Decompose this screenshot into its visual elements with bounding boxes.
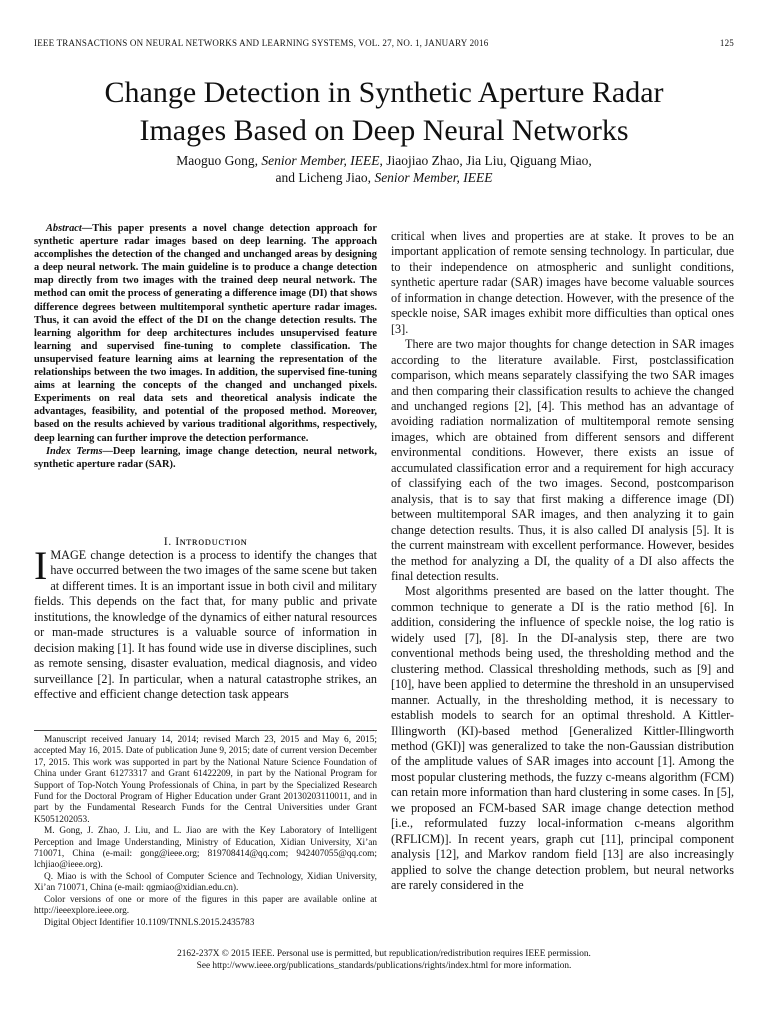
right-paragraph-3: Most algorithms presented are based on the latter thought. The common technique to generate a DI is the ratio method [6]. In addition, considering the influence of speckle noise, the log ratio is widely used [7], [8]. In the DI-analysis step, there are two conventional methods being used, the thresholding method and the clustering method. Classical thresholding methods, such as [9] and [10], have been applied to determine the threshold in an unsupervised manner. Actually, in the thresholding method, it is necessary to establish models to search for an optimal threshold. A Kittler-Illingworth (KI)-based method [Generalized Kittler-Illingworth method (GKI)] was generalized to take the non-Gaussian distribution of the amplitude values of SAR images into account [1]. Among the most popular clustering methods, the fuzzy c-means algorithm (FCM) can retain more information than hard clustering in some cases. In [5], we proposed an FCM-based SAR image change detection method [i.e., reformulated fuzzy local-information c-means algorithm (RFLICM)]. In recent years, graph cut [11], principal component analysis [12], and Markov random field [13] are also increasingly applied to solve the change detection problem, but neural networks are rarely considered in the <box>391 584 734 893</box>
intro-paragraph <box>34 543 377 703</box>
author-line-1 <box>60 152 708 169</box>
drop-cap: I <box>34 543 48 588</box>
author-gong: Maoguo Gong, <box>176 153 262 168</box>
section-heading-introduction: I. Iɴᴛʀᴏᴅᴜᴄᴛɪᴏɴ <box>163 534 248 548</box>
introduction-text <box>34 543 377 703</box>
author-role: Senior Member, IEEE <box>261 153 380 168</box>
title-line-2: Images Based on Deep Neural Networks <box>139 114 629 147</box>
abstract <box>34 222 377 471</box>
footnote-affiliation-2: Q. Miao is with the School of Computer Science and Technology, Xidian University, Xi’an 710071, China (e-mail: qgmiao@xidian.edu.cn). <box>34 871 377 894</box>
title-line-1: Change Detection in Synthetic Aperture Radar <box>104 76 664 109</box>
author-role: Senior Member, IEEE <box>374 170 493 185</box>
abstract-text: This paper presents a novel change detection approach for synthetic aperture radar images based on deep learning. The approach accomplishes the detection of the changed and unchanged areas by designing a deep neural network. The main guideline is to produce a change detection map directly from two images with the trained deep neural network. The method can omit the process of generating a difference image (DI) that shows difference degrees between multitemporal synthetic aperture radar images. Thus, it can avoid the effect of the DI on the change detection results. The learning algorithm for deep architectures includes unsupervised feature learning and supervised fine-tuning to complete classification. The unsupervised feature learning aims at learning the representation of the relationships between the two images. In addition, the supervised fine-tuning aims at learning the concepts of the changed and unchanged pixels. Experiments on real data sets and theoretical analysis indicate the advantages, feasibility, and potential of the proposed method. Moreover, based on the results achieved by various traditional algorithms, respectively, deep learning can further improve the detection performance. <box>34 223 377 444</box>
author-names: , Jiaojiao Zhao, Jia Liu, Qiguang Miao, <box>379 153 592 168</box>
footnote-manuscript: Manuscript received January 14, 2014; revised March 23, 2015 and May 6, 2015; accepted May 16, 2015. Date of publication June 9, 2015; date of current version December 17, 2015. This work was supported in part by the National Nature Science Foundation of China under Grant 61273317 and Grant 61422209, in part by the National Program for Support of Top-Notch Young Professionals of China, in part by the Specialized Research Fund for the Doctoral Program of Higher Education under Grant 20130203110011, and in part by the Fundamental Research Funds for the Central Universities under Grant K5051202053. <box>34 735 377 825</box>
author-line-2 <box>60 169 708 186</box>
footnotes <box>34 735 377 929</box>
author-jiao: and Licheng Jiao, <box>275 170 375 185</box>
right-paragraph-2: There are two major thoughts for change detection in SAR images according to the literature available. First, postclassification comparison, which means separately classifying the two SAR images and then comparing their classification results to achieve the changed and unchanged regions [2], [4]. This method has an advantage of avoiding radiation normalization of multitemporal remote sensing images, which are obtained from different sensors and different environmental conditions. However, there exists an issue of accumulated classification error and a requirement for high accuracy of classifying each of the two images. Second, postcomparison analysis, that is to say that first making a difference image (DI) between multitemporal SAR images, and then analyzing it to gain change detection results. Thus, it is also called DI analysis [5]. It is the current mainstream with excellent performance. However, besides the method for analyzing a DI, the quality of a DI also affects the final detection results. <box>391 337 734 583</box>
index-terms <box>34 445 377 471</box>
index-terms-label: Index Terms <box>46 445 103 457</box>
paper-title <box>60 74 708 150</box>
copyright-line-1: 2162-237X © 2015 IEEE. Personal use is permitted, but republication/redistribution requires IEEE permission. <box>177 949 591 959</box>
journal-name: IEEE TRANSACTIONS ON NEURAL NETWORKS AND LEARNING SYSTEMS, VOL. 27, NO. 1, JANUARY 2016 <box>34 38 489 48</box>
abstract-dash: — <box>81 223 93 234</box>
index-terms-text: Deep learning, image change detection, neural network, synthetic aperture radar (SAR). <box>34 445 377 470</box>
author-list <box>60 152 708 186</box>
abstract-paragraph <box>34 222 377 445</box>
index-terms-dash: — <box>102 445 113 457</box>
footnote-affiliation-1: M. Gong, J. Zhao, J. Liu, and L. Jiao are with the Key Laboratory of Intelligent Perception and Image Understanding, Ministry of Education, Xidian University, Xi’an 710071, China (e-mail: gong@ieee.org; 819708414@qq.com; 942407055@qq.com; lchjiao@ieee.org). <box>34 826 377 871</box>
copyright-line-2: See http://www.ieee.org/publications_standards/publications/rights/index.html for more information. <box>196 961 572 971</box>
right-paragraph-1: critical when lives and properties are at stake. It proves to be an important application of remote sensing technology. In particular, due to their independence on atmospheric and sunlight conditions, synthetic aperture radar (SAR) images have become valuable sources of information in change detection. However, with the presence of the speckle noise, SAR images exhibit more difficulties than optical ones [3]. <box>391 229 734 336</box>
intro-body: MAGE change detection is a process to identify the changes that have occurred between the two images of the same scene but taken at different times. It is an important issue in both civil and military fields. This depends on the fact that, for many public and private institutions, the knowledge of the dynamics of either natural resources or man-made structures is a valuable source of information in decision making [1]. It has found wide use in diverse disciplines, such as remote sensing, disaster evaluation, medical diagnosis, and video surveillance [2]. In particular, when a natural catastrophe strikes, an effective and efficient change detection task appears <box>34 548 377 702</box>
footnote-color: Color versions of one or more of the figures in this paper are available online at http://ieeexplore.ieee.org. <box>34 894 377 917</box>
page-number: 125 <box>719 38 734 48</box>
abstract-label: Abstract <box>46 223 82 234</box>
footnote-doi: Digital Object Identifier 10.1109/TNNLS.2015.2435783 <box>44 917 255 928</box>
running-header <box>34 38 734 48</box>
right-column <box>391 229 734 893</box>
footnote-rule <box>34 730 377 731</box>
copyright-notice <box>34 948 734 972</box>
